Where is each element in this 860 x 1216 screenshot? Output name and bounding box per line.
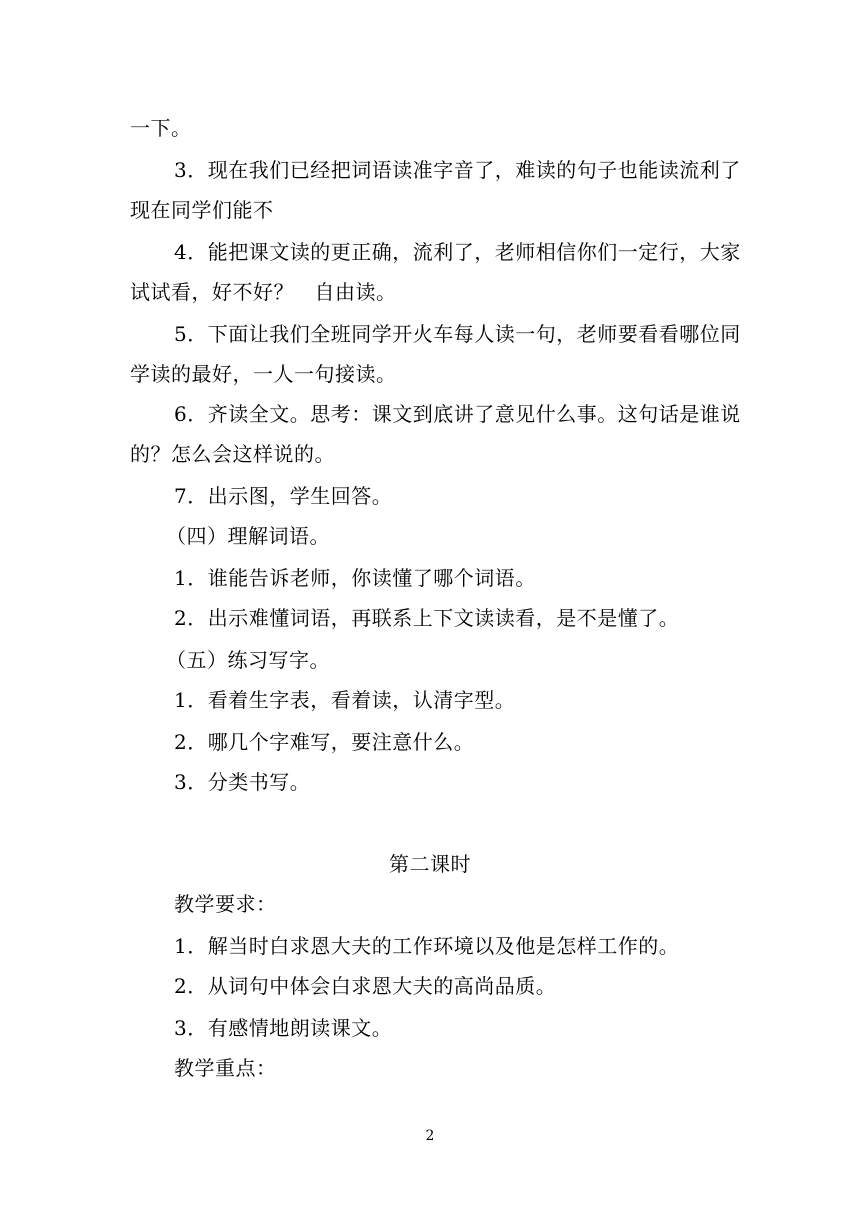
- section-heading-5: （五）练习写字。: [166, 648, 330, 672]
- text-line-4: 4．能把课文读的更正确，流利了，老师相信你们一定行，大家: [174, 240, 741, 264]
- text-line-2: 3．现在我们已经把词语读准字音了，难读的句子也能读流利了: [174, 158, 741, 182]
- text-line-3: 现在同学们能不: [130, 198, 274, 222]
- text-line-17: 3．分类书写。: [174, 770, 311, 794]
- text-line-5: 试试看，好不好？ 自由读。: [130, 280, 397, 304]
- text-line-7: 学读的最好，一人一句接读。: [130, 362, 397, 386]
- text-line-22: 3．有感情地朗读课文。: [174, 1016, 393, 1040]
- text-line-12: 1．谁能告诉老师，你读懂了哪个词语。: [174, 566, 536, 590]
- text-line-13: 2．出示难懂词语，再联系上下文读读看，是不是懂了。: [174, 606, 680, 630]
- text-line-9: 的？怎么会这样说的。: [130, 442, 335, 466]
- text-line-10: 7．出示图，学生回答。: [174, 484, 393, 508]
- page-number: 2: [425, 1128, 435, 1144]
- text-line-20: 1．解当时白求恩大夫的工作环境以及他是怎样工作的。: [174, 934, 680, 958]
- text-line-8: 6．齐读全文。思考：课文到底讲了意见什么事。这句话是谁说: [174, 402, 741, 426]
- teaching-requirements-heading: 教学要求：: [174, 892, 277, 916]
- text-line-15: 1．看着生字表，看着读，认清字型。: [174, 688, 516, 712]
- text-line-1: 一下。: [130, 116, 192, 140]
- text-line-21: 2．从词句中体会白求恩大夫的高尚品质。: [174, 974, 557, 998]
- lesson-title: 第二课时: [389, 852, 471, 876]
- teaching-focus-heading: 教学重点：: [174, 1056, 277, 1080]
- text-line-6: 5．下面让我们全班同学开火车每人读一句，老师要看看哪位同: [174, 322, 741, 346]
- text-line-16: 2．哪几个字难写，要注意什么。: [174, 730, 475, 754]
- section-heading-4: （四）理解词语。: [166, 524, 330, 548]
